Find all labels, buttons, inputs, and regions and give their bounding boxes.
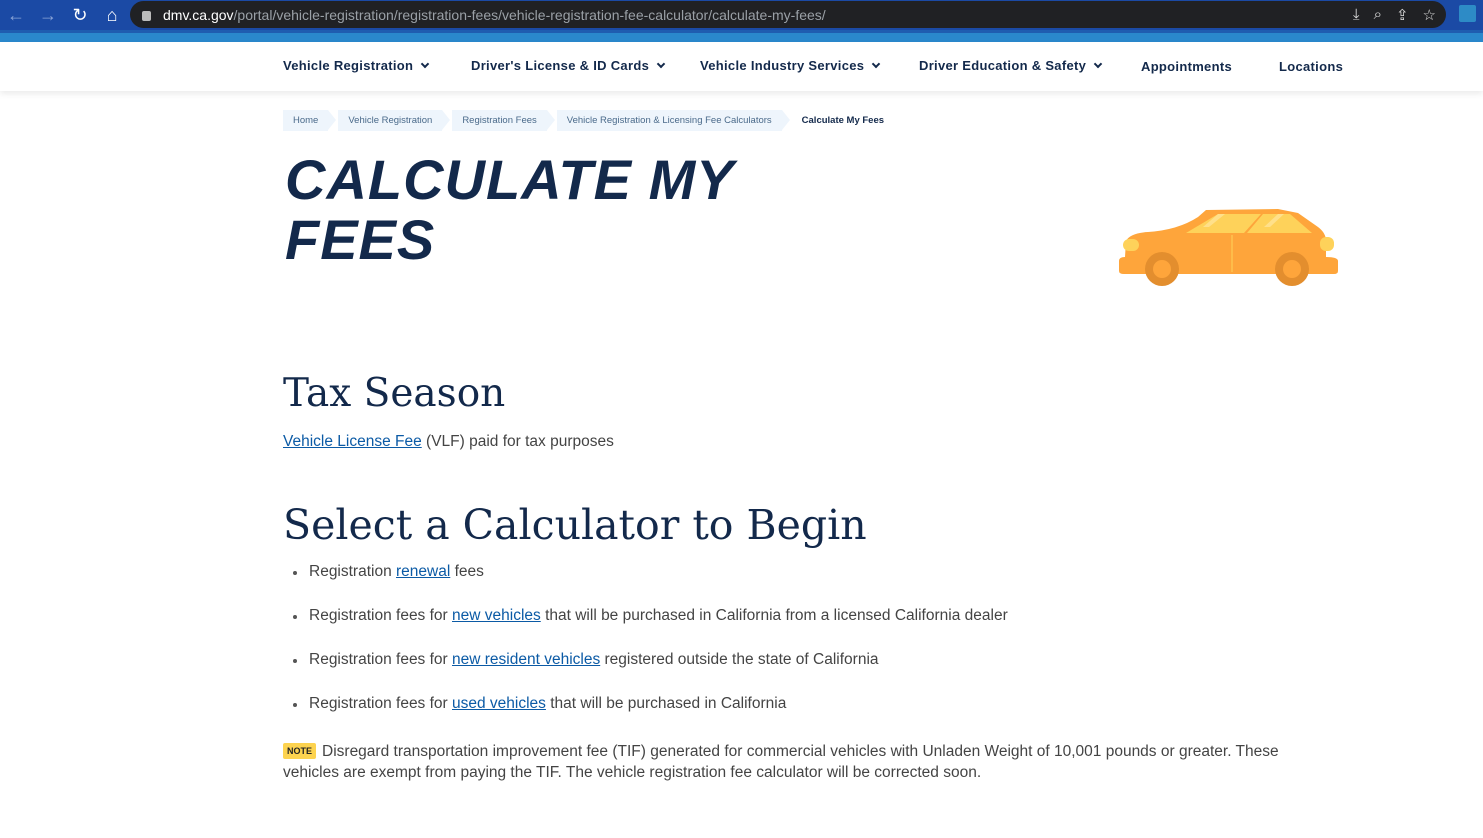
calculator-list [309, 563, 1008, 739]
back-icon[interactable]: ← [7, 4, 25, 25]
chevron-down-icon [872, 60, 880, 68]
list-item: Registration fees for used vehicles that will be purchased in California [309, 695, 1008, 739]
breadcrumb-calculators[interactable]: Vehicle Registration & Licensing Fee Calculators [557, 110, 782, 131]
tax-season-text [283, 433, 614, 451]
chevron-down-icon [657, 60, 665, 68]
nav-drivers-license[interactable]: Driver's License & ID Cards [471, 58, 664, 73]
vehicle-license-fee-link[interactable]: Vehicle License Fee [283, 433, 422, 450]
list-item: Registration fees for new vehicles that will be purchased in California from a licensed California dealer [309, 607, 1008, 651]
nav-driver-education[interactable]: Driver Education & Safety [919, 58, 1101, 73]
browser-toolbar [0, 0, 1483, 30]
nav-appointments[interactable]: Appointments [1141, 59, 1232, 74]
select-calculator-heading: Select a Calculator to Begin [283, 501, 867, 549]
install-icon[interactable]: ⤓ [1352, 5, 1360, 23]
breadcrumb-current: Calculate My Fees [801, 115, 885, 126]
share-icon[interactable]: ⇪ [1395, 6, 1409, 24]
url-host: dmv.ca.gov [163, 6, 234, 23]
list-item: Registration renewal fees [309, 563, 1008, 607]
note-text: Disregard transportation improvement fee (TIF) generated for commercial vehicles with Unladen Weight of 10,001 pounds or greater. These vehicles are exempt from paying the TIF. The vehicle registration fee calculator will be corrected soon. [283, 743, 1279, 781]
used-vehicles-link[interactable]: used vehicles [452, 695, 546, 712]
breadcrumb-home[interactable]: Home [283, 110, 328, 131]
breadcrumb-registration-fees[interactable]: Registration Fees [452, 110, 546, 131]
lock-icon [142, 11, 151, 21]
chevron-down-icon [1094, 60, 1102, 68]
new-resident-vehicles-link[interactable]: new resident vehicles [452, 651, 601, 668]
address-bar[interactable] [130, 1, 1446, 28]
breadcrumb [283, 110, 904, 131]
page-title: CALCULATE MY FEES [285, 148, 734, 271]
zoom-icon[interactable]: ⌕ [1373, 5, 1382, 23]
tax-season-heading: Tax Season [283, 371, 506, 416]
chevron-down-icon [421, 60, 429, 68]
forward-icon[interactable]: → [39, 4, 57, 25]
nav-locations[interactable]: Locations [1279, 59, 1344, 74]
bookmark-star-icon[interactable]: ☆ [1422, 6, 1436, 24]
car-illustration [1118, 205, 1342, 289]
note-badge: NOTE [283, 743, 316, 759]
tax-season-rest: (VLF) paid for tax purposes [421, 433, 614, 450]
reload-icon[interactable]: ↻ [72, 4, 88, 25]
nav-vehicle-registration[interactable]: Vehicle Registration [283, 58, 428, 73]
nav-industry-services[interactable]: Vehicle Industry Services [700, 58, 879, 73]
main-nav [0, 42, 1483, 91]
home-icon[interactable]: ⌂ [106, 4, 118, 25]
renewal-link[interactable]: renewal [396, 563, 451, 580]
header-strip [0, 30, 1483, 42]
new-vehicles-link[interactable]: new vehicles [452, 607, 541, 624]
extension-icon[interactable] [1459, 5, 1476, 22]
url-path: /portal/vehicle-registration/registration-fees/vehicle-registration-fee-calculator/calculate-my-fees/ [233, 6, 826, 23]
note-paragraph [283, 741, 1333, 783]
breadcrumb-vehicle-registration[interactable]: Vehicle Registration [338, 110, 442, 131]
list-item: Registration fees for new resident vehicles registered outside the state of California [309, 651, 1008, 695]
